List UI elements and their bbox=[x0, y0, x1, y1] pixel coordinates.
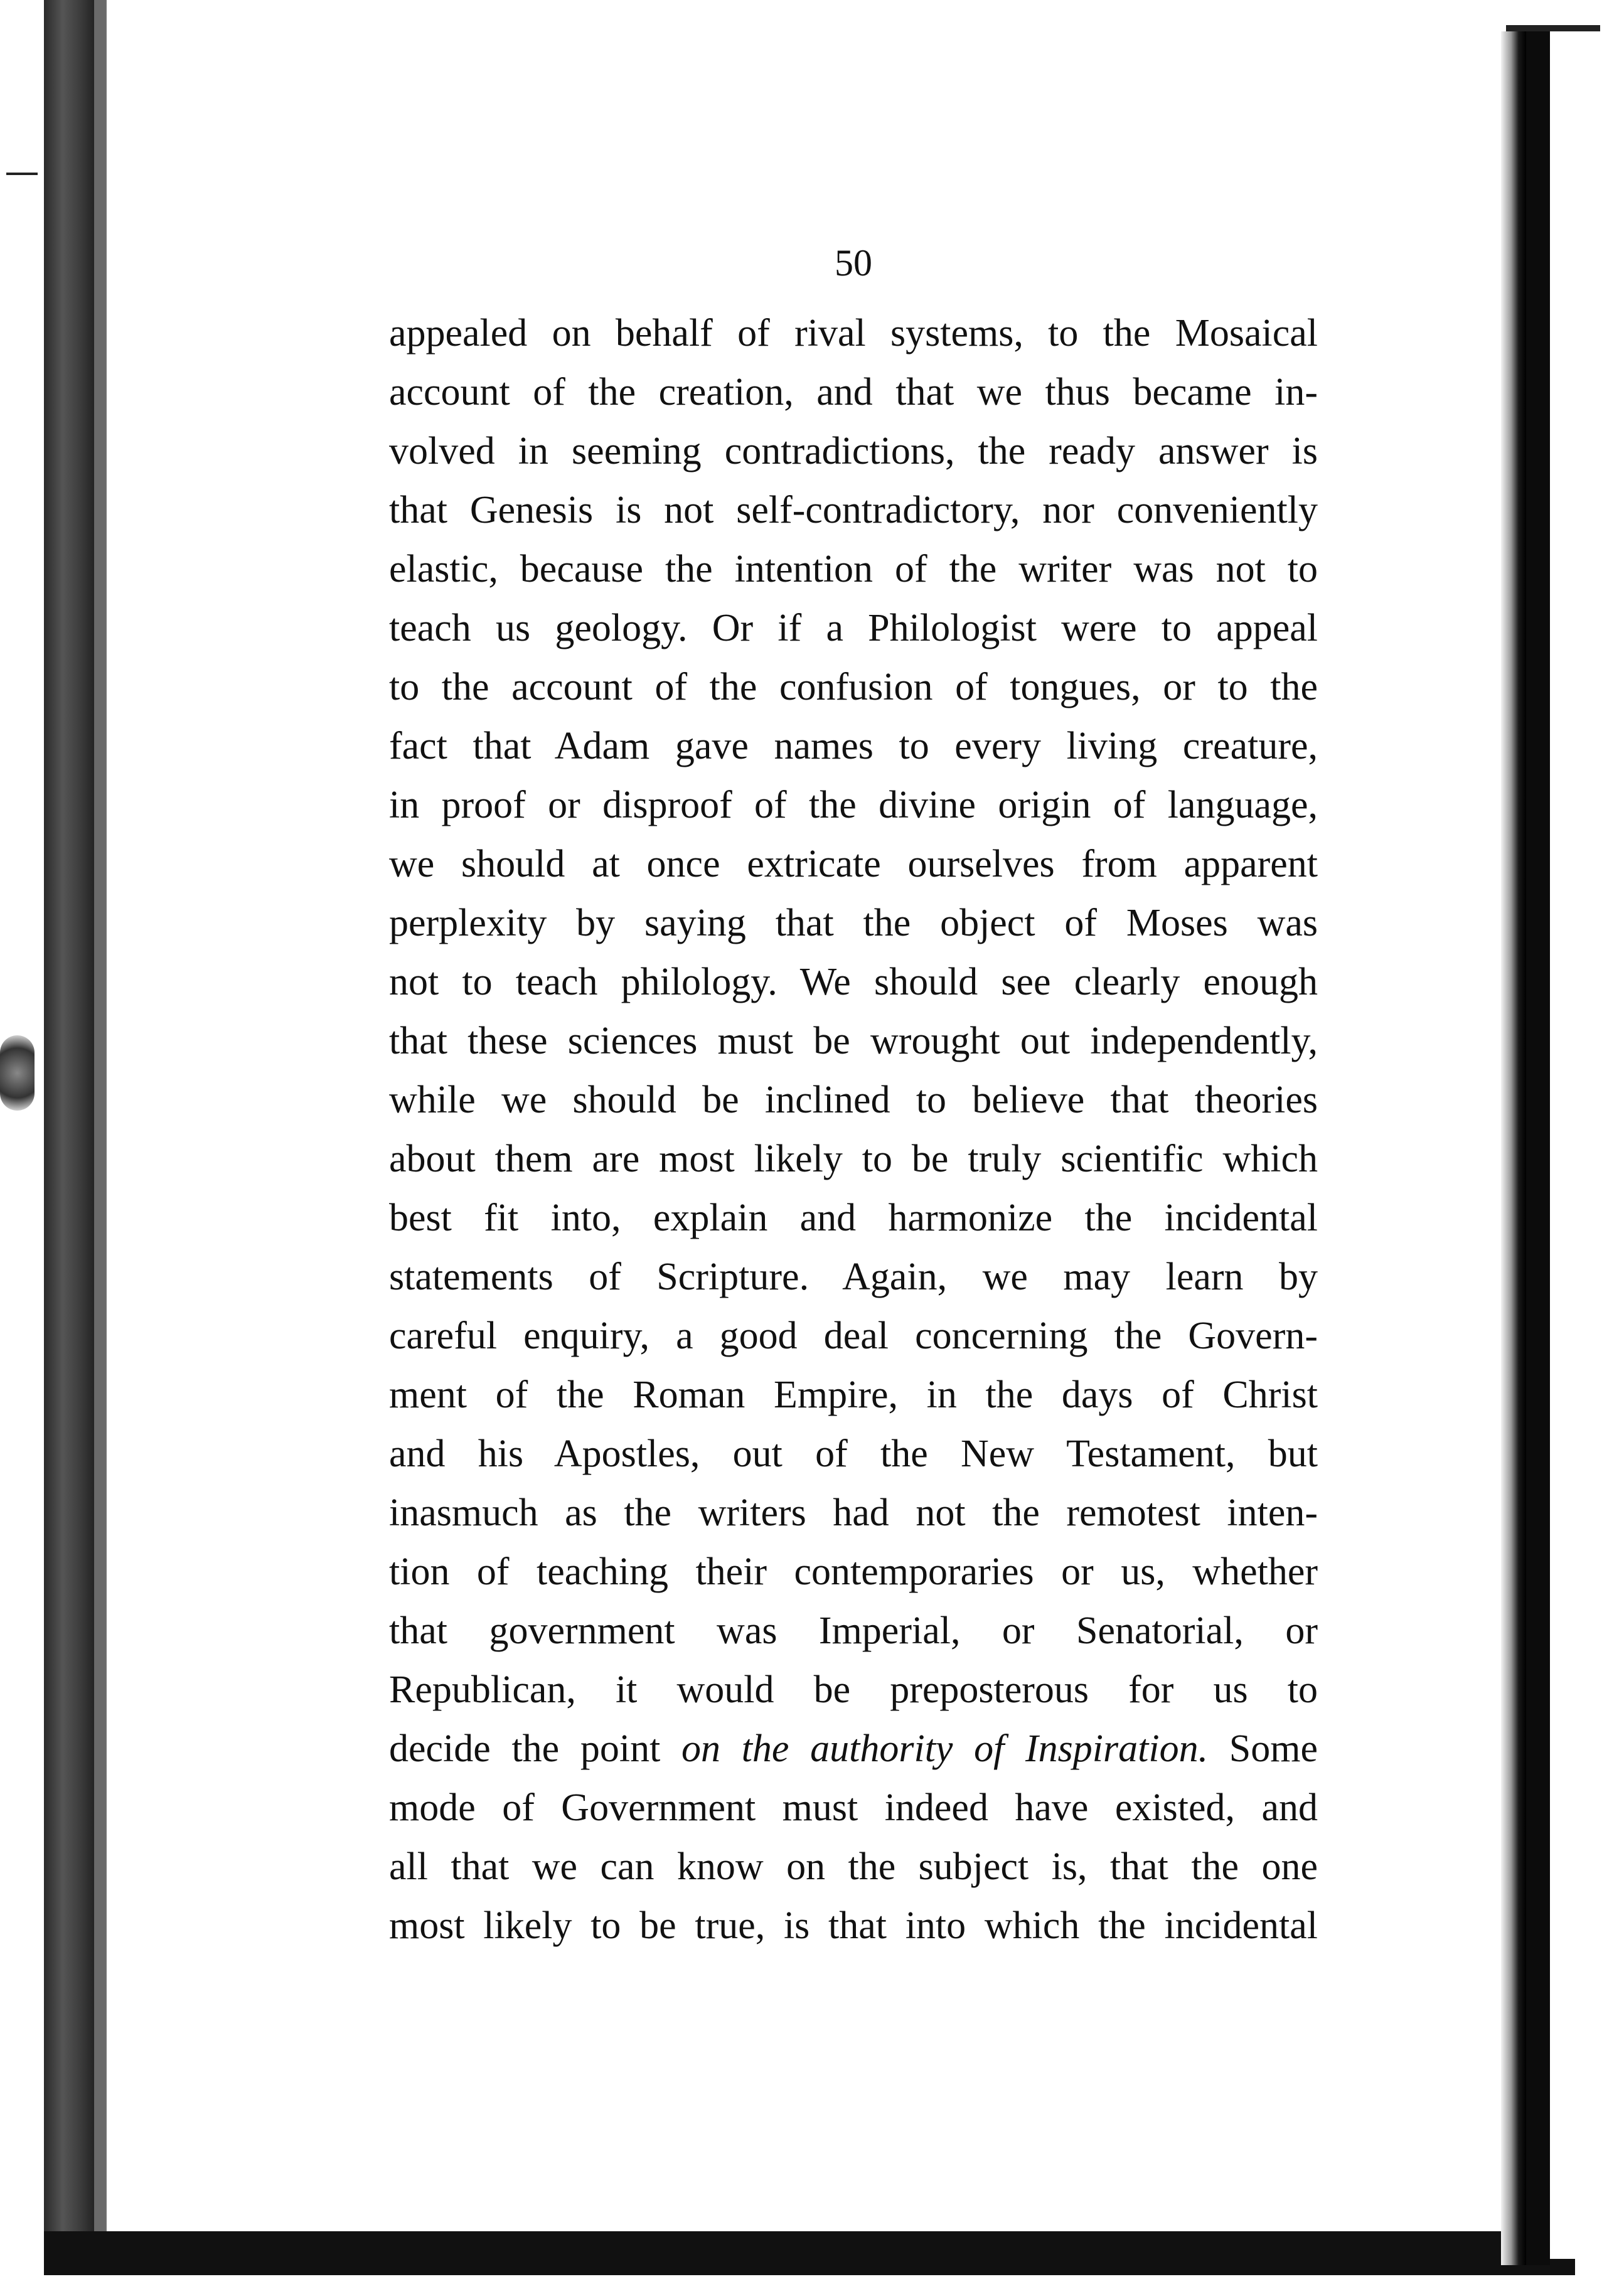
right-shadow-band bbox=[1526, 31, 1550, 2265]
text-line: volved in seeming contradictions, the ready answer is bbox=[389, 430, 1318, 472]
margin-blot bbox=[0, 1035, 35, 1111]
text-line: perplexity by saying that the object of Moses was bbox=[389, 902, 1318, 944]
text-line: teach us geology. Or if a Philologist were to appeal bbox=[389, 607, 1318, 649]
text-line: mode of Government must indeed have existed, and bbox=[389, 1786, 1318, 1829]
text-segment: decide the point bbox=[389, 1727, 682, 1770]
body-text bbox=[389, 304, 1318, 1955]
text-line: about them are most likely to be truly scientific which bbox=[389, 1138, 1318, 1180]
text-line-with-italic bbox=[389, 1719, 1318, 1778]
text-line: statements of Scripture. Again, we may learn by bbox=[389, 1256, 1318, 1298]
text-line: best fit into, explain and harmonize the incidental bbox=[389, 1197, 1318, 1239]
text-segment: Some bbox=[1208, 1727, 1318, 1770]
text-line: and his Apostles, out of the New Testament, but bbox=[389, 1432, 1318, 1475]
facing-page-strip bbox=[1550, 38, 1624, 2259]
text-line: not to teach philology. We should see clearly enough bbox=[389, 961, 1318, 1003]
binding-edge-highlight bbox=[94, 0, 105, 2234]
text-line: account of the creation, and that we thus became in- bbox=[389, 371, 1318, 413]
text-line: we should at once extricate ourselves from apparent bbox=[389, 843, 1318, 885]
margin-mark bbox=[6, 173, 38, 175]
text-line: to the account of the confusion of tongues, or to the bbox=[389, 666, 1318, 708]
text-line: ment of the Roman Empire, in the days of Christ bbox=[389, 1374, 1318, 1416]
page-number: 50 bbox=[835, 242, 872, 284]
text-line: that these sciences must be wrought out independently, bbox=[389, 1020, 1318, 1062]
text-line: appealed on behalf of rival systems, to the Mosaical bbox=[389, 312, 1318, 355]
right-page-edge bbox=[1501, 31, 1526, 2265]
text-line: that government was Imperial, or Senatorial, or bbox=[389, 1609, 1318, 1652]
text-line: that Genesis is not self-contradictory, nor conveniently bbox=[389, 489, 1318, 531]
italic-phrase: on the authority of Inspiration. bbox=[681, 1727, 1209, 1770]
text-line: most likely to be true, is that into which the incidental bbox=[389, 1904, 1318, 1947]
text-line: Republican, it would be preposterous for us to bbox=[389, 1668, 1318, 1711]
bottom-shadow bbox=[44, 2231, 1575, 2275]
text-line: elastic, because the intention of the writer was not to bbox=[389, 548, 1318, 590]
text-line: while we should be inclined to believe that theories bbox=[389, 1079, 1318, 1121]
text-line: all that we can know on the subject is, that the one bbox=[389, 1845, 1318, 1888]
text-line: tion of teaching their contemporaries or us, whether bbox=[389, 1550, 1318, 1593]
top-edge-mark bbox=[1506, 25, 1600, 31]
text-line: fact that Adam gave names to every living creature, bbox=[389, 725, 1318, 767]
text-line: careful enquiry, a good deal concerning the Govern- bbox=[389, 1315, 1318, 1357]
text-line: inasmuch as the writers had not the remotest inten- bbox=[389, 1491, 1318, 1534]
text-line: in proof or disproof of the divine origin of language, bbox=[389, 784, 1318, 826]
